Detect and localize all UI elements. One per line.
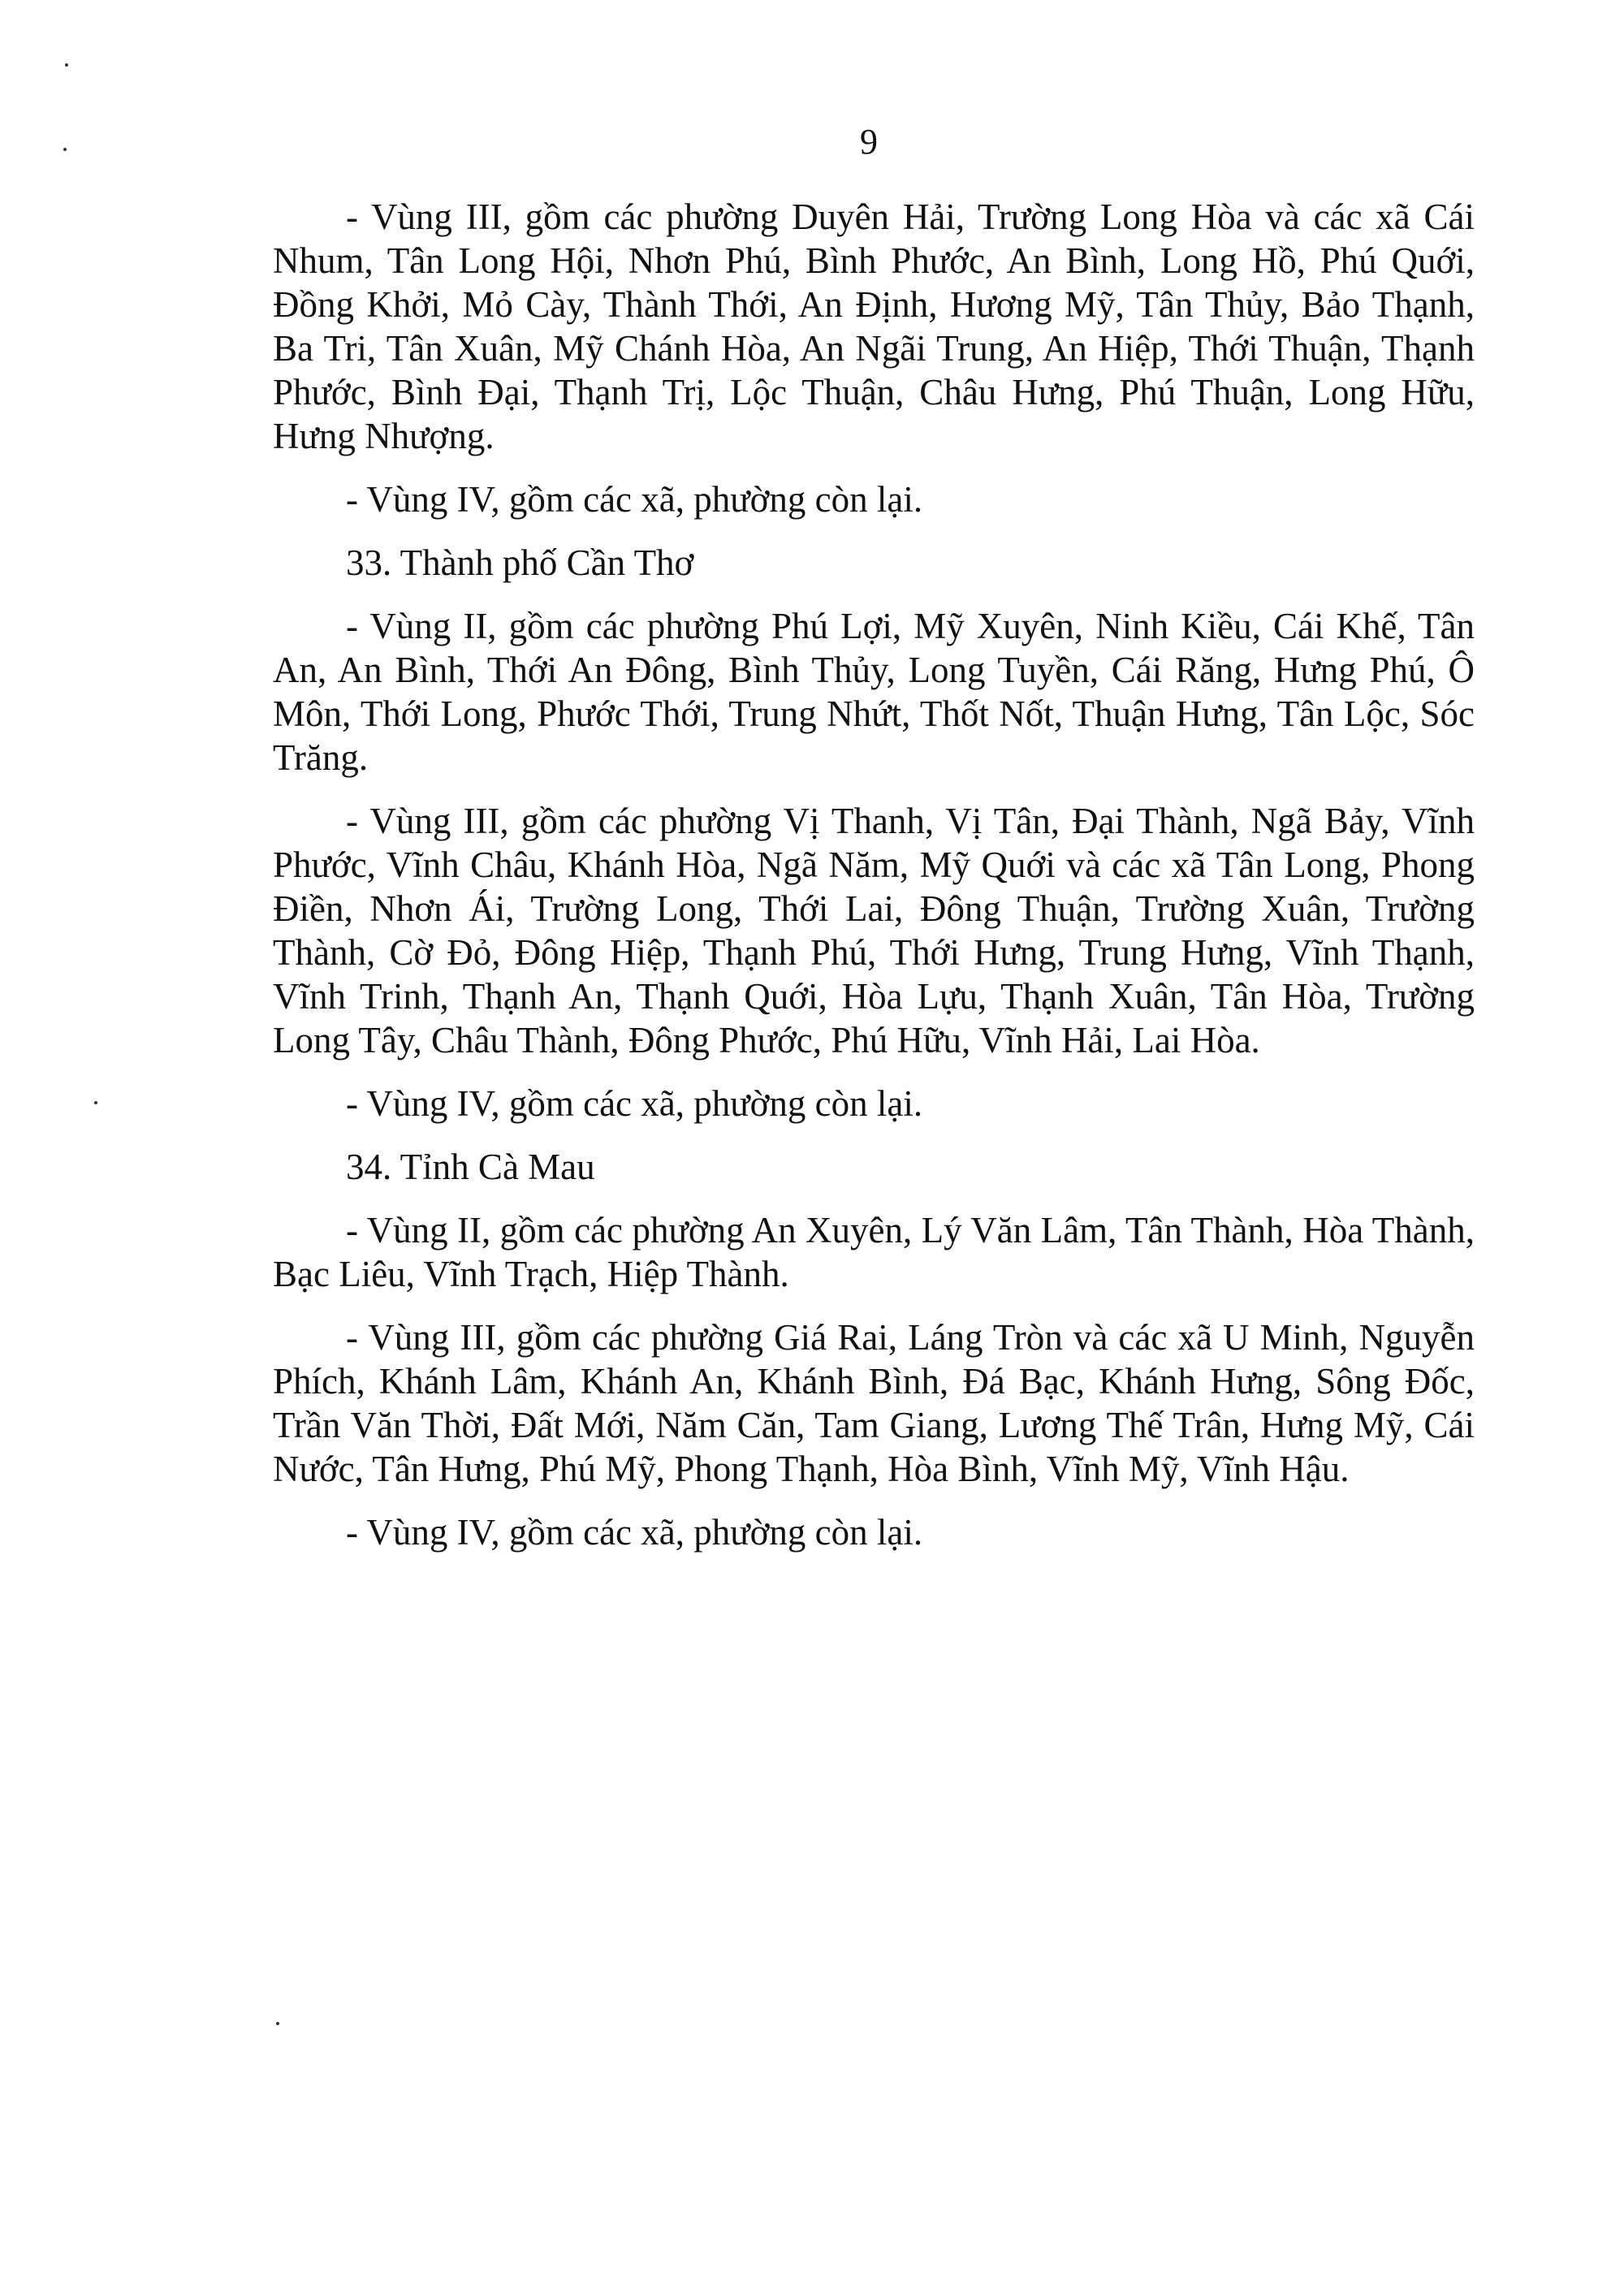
scan-speck: [94, 1101, 97, 1104]
paragraph-vung-iv-ca-mau: - Vùng IV, gồm các xã, phường còn lại.: [346, 1512, 923, 1553]
section-heading-can-tho: 33. Thành phố Cần Thơ: [346, 542, 694, 583]
paragraph-vung-iii-can-tho: - Vùng III, gồm các phường Vị Thanh, Vị Tân, Đại Thành, Ngã Bảy, Vĩnh Phước, Vĩnh Châu, Khánh Hòa, Ngã Năm, Mỹ Quới và các xã Tân Long, Phong Điền, Nhơn Ái, Trường Long, Thới Lai, Đông Thuận, Trường Xuân, Trường Thành, Cờ Đỏ, Đông Hiệp, Thạnh Phú, Thới Hưng, Trung Hưng, Vĩnh Thạnh, Vĩnh Trinh, Thạnh An, Thạnh Quới, Hòa Lựu, Thạnh Xuân, Tân Hòa, Trường Long Tây, Châu Thành, Đông Phước, Phú Hữu, Vĩnh Hải, Lai Hòa.: [273, 801, 1475, 1060]
document-body: [273, 195, 1475, 1574]
paragraph-vung-iv-can-tho: - Vùng IV, gồm các xã, phường còn lại.: [346, 1083, 923, 1124]
paragraph-vung-iv: - Vùng IV, gồm các xã, phường còn lại.: [346, 479, 923, 520]
page-number: 9: [860, 122, 878, 162]
paragraph-vung-ii-ca-mau: - Vùng II, gồm các phường An Xuyên, Lý Văn Lâm, Tân Thành, Hòa Thành, Bạc Liêu, Vĩnh Trạch, Hiệp Thành.: [273, 1210, 1475, 1294]
scan-speck: [276, 2022, 279, 2025]
paragraph-vung-iii-ca-mau: - Vùng III, gồm các phường Giá Rai, Láng Tròn và các xã U Minh, Nguyễn Phích, Khánh Lâm, Khánh An, Khánh Bình, Đá Bạc, Khánh Hưng, Sông Đốc, Trần Văn Thời, Đất Mới, Năm Căn, Tam Giang, Lương Thế Trân, Hưng Mỹ, Cái Nước, Tân Hưng, Phú Mỹ, Phong Thạnh, Hòa Bình, Vĩnh Mỹ, Vĩnh Hậu.: [273, 1317, 1475, 1489]
section-heading-ca-mau: 34. Tỉnh Cà Mau: [346, 1147, 595, 1187]
scan-speck: [65, 63, 68, 67]
paragraph-vung-ii-can-tho: - Vùng II, gồm các phường Phú Lợi, Mỹ Xuyên, Ninh Kiều, Cái Khế, Tân An, An Bình, Thới An Đông, Bình Thủy, Long Tuyền, Cái Răng, Hưng Phú, Ô Môn, Thới Long, Phước Thới, Trung Nhứt, Thốt Nốt, Thuận Hưng, Tân Lộc, Sóc Trăng.: [273, 606, 1475, 778]
paragraph-vung-iii-ben-tre: - Vùng III, gồm các phường Duyên Hải, Trường Long Hòa và các xã Cái Nhum, Tân Long Hội, Nhơn Phú, Bình Phước, An Bình, Long Hồ, Phú Quới, Đồng Khởi, Mỏ Cày, Thành Thới, An Định, Hương Mỹ, Tân Thủy, Bảo Thạnh, Ba Tri, Tân Xuân, Mỹ Chánh Hòa, An Ngãi Trung, An Hiệp, Thới Thuận, Thạnh Phước, Bình Đại, Thạnh Trị, Lộc Thuận, Châu Hưng, Phú Thuận, Long Hữu, Hưng Nhượng.: [273, 197, 1475, 456]
